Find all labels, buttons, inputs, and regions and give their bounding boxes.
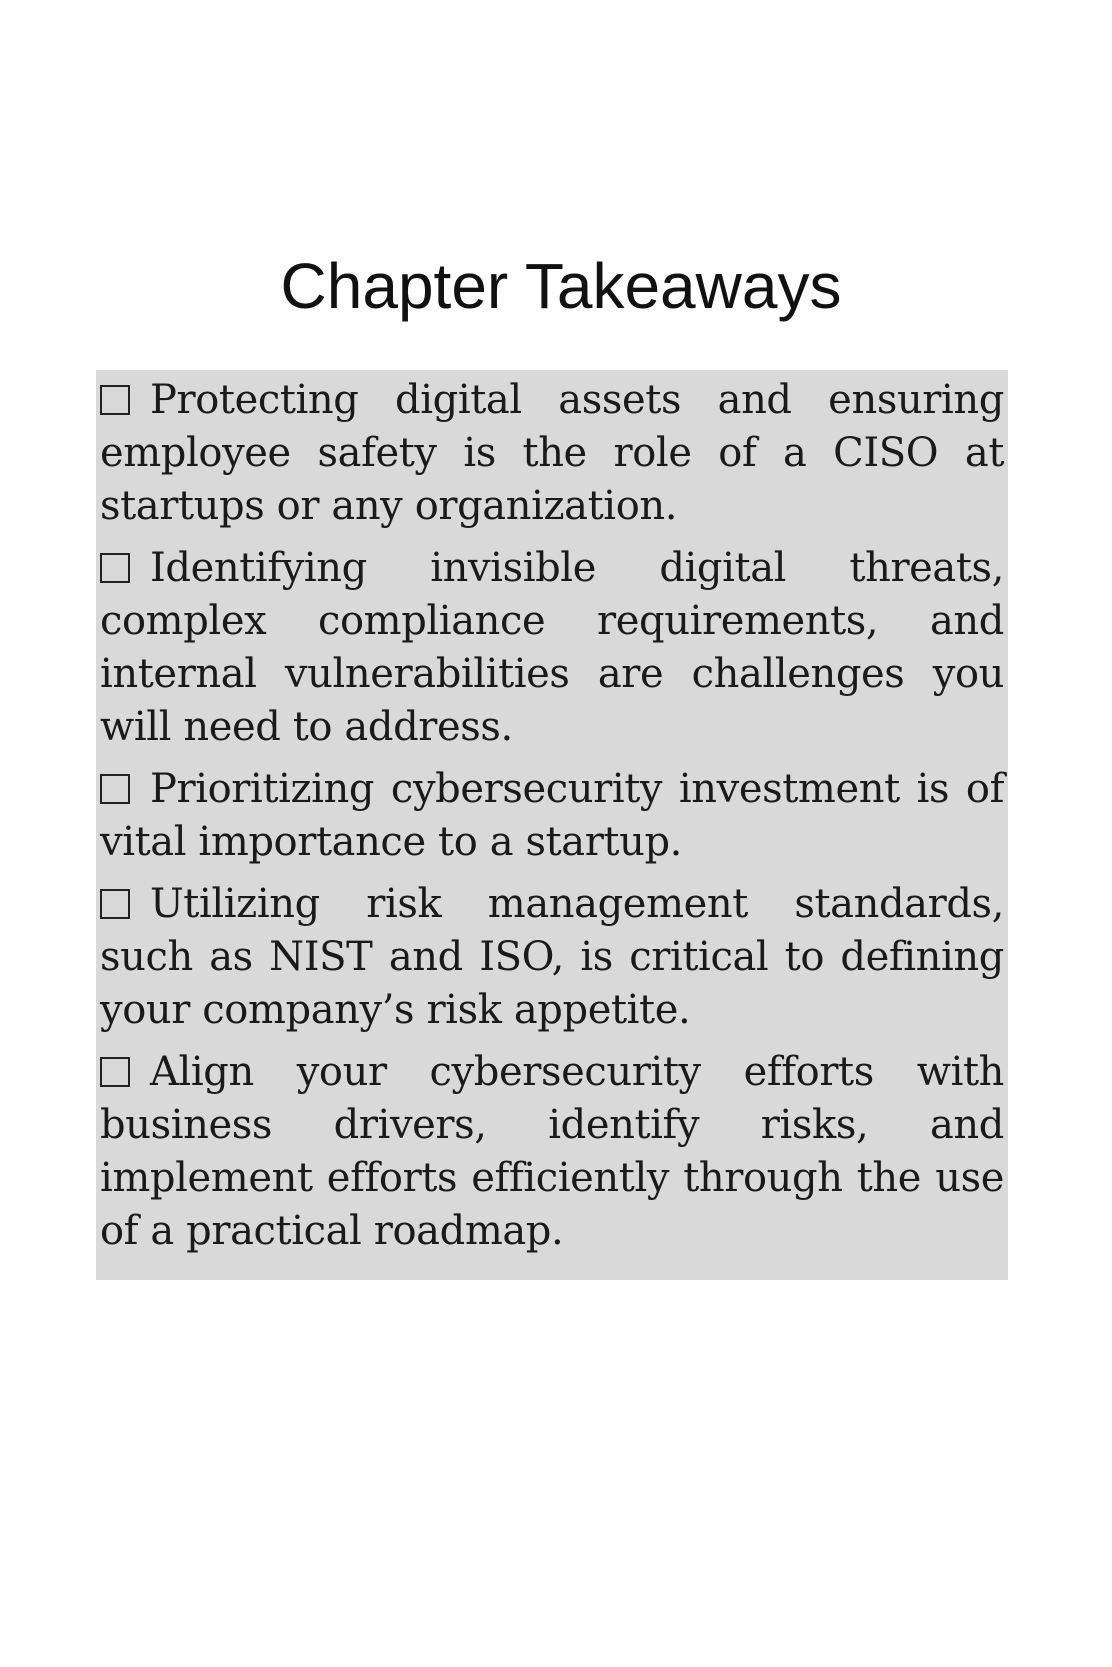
takeaway-item	[100, 878, 1004, 1037]
takeaways-box	[96, 370, 1008, 1280]
takeaway-item	[100, 1046, 1004, 1258]
checkbox-icon	[100, 889, 130, 919]
takeaway-item	[100, 542, 1004, 754]
takeaway-text: Align your cybersecurity efforts with business drivers, identify risks, and implement efforts efficiently through the use of a practical roadmap.	[100, 1049, 1004, 1254]
takeaway-text: Utilizing risk management standards, such as NIST and ISO, is critical to defining your company’s risk appetite.	[100, 881, 1004, 1033]
page-title: Chapter Takeaways	[280, 250, 842, 322]
checkbox-icon	[100, 774, 130, 804]
checkbox-icon	[100, 553, 130, 583]
takeaway-text: Identifying invisible digital threats, complex compliance requirements, and internal vulnerabilities are challenges you will need to address.	[100, 545, 1004, 750]
takeaway-text: Prioritizing cybersecurity investment is of vital importance to a startup.	[100, 766, 1004, 865]
takeaway-text: Protecting digital assets and ensuring employee safety is the role of a CISO at startups or any organization.	[100, 377, 1004, 529]
checkbox-icon	[100, 1057, 130, 1087]
checkbox-icon	[100, 385, 130, 415]
takeaway-item	[100, 374, 1004, 533]
takeaway-item	[100, 763, 1004, 869]
